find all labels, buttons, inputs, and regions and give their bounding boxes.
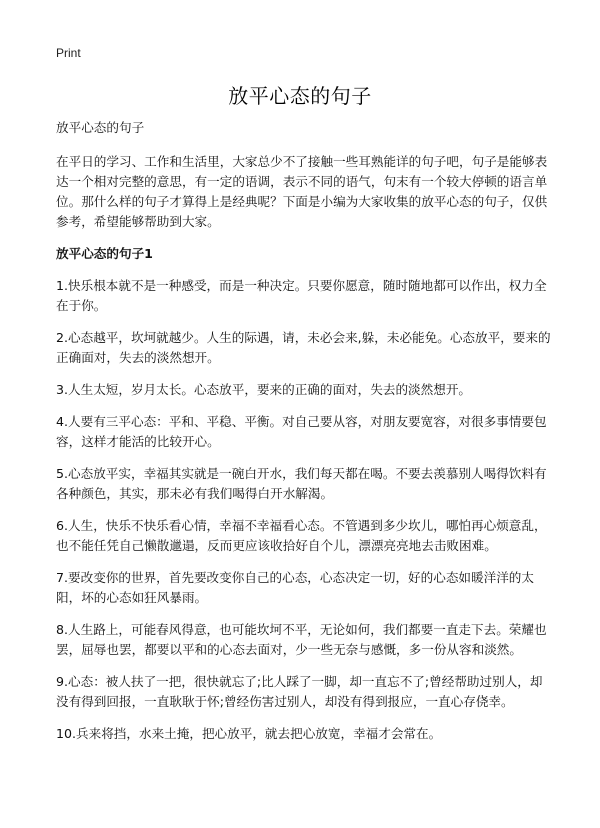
print-label: Print [56,46,81,60]
page-title: 放平心态的句子 [228,84,372,108]
list-item: 9.心态：被人扶了一把，很快就忘了;比人踩了一脚，却一直忘不了;曾经帮助过别人，却没有得到回报，一直耿耿于怀;曾经伤害过别人，却没有得到报应，一直心存侥幸。 [56,674,543,709]
list-item: 6.人生，快乐不快乐看心情，幸福不幸福看心态。不管遇到多少坎儿，哪怕再心烦意乱，也不能任凭自己懒散邋遢，反而更应该收拾好自个儿，漂漂亮亮地去击败困难。 [56,518,547,553]
list-item: 10.兵来将挡，水来土掩，把心放平，就去把心放宽，幸福才会常在。 [56,726,442,741]
list-item: 3.人生太短，岁月太长。心态放平，要来的正确的面对，失去的淡然想开。 [56,382,472,397]
list-item: 1.快乐根本就不是一种感受，而是一种决定。只要你愿意，随时随地都可以作出，权力全在于你。 [56,278,547,313]
list-item: 4.人要有三平心态：平和、平稳、平衡。对自己要从容，对朋友要宽容，对很多事情要包容，这样才能活的比较开心。 [56,414,547,449]
intro-paragraph: 在平日的学习、工作和生活里，大家总少不了接触一些耳熟能详的句子吧，句子是能够表达一个相对完整的意思，有一定的语调，表示不同的语气，句末有一个较大停顿的语言单位。那什么样的句子才算得上是经典呢？下面是小编为大家收集的放平心态的句子，仅供参考，希望能够帮助到大家。 [56,154,548,229]
document-subtitle: 放平心态的句子 [56,120,145,135]
list-item: 2.心态越平，坎坷就越少。人生的际遇，请，未必会来,躲，未必能免。心态放平，要来的正确面对，失去的淡然想开。 [56,330,551,365]
list-item: 7.要改变你的世界，首先要改变你自己的心态，心态决定一切，好的心态如暖洋洋的太阳，坏的心态如狂风暴雨。 [56,570,534,605]
list-item: 5.心态放平实，幸福其实就是一碗白开水，我们每天都在喝。不要去羡慕别人喝得饮料有各种颜色，其实，那未必有我们喝得白开水解渴。 [56,466,547,501]
section-heading: 放平心态的句子1 [56,246,153,261]
list-item: 8.人生路上，可能春风得意，也可能坎坷不平，无论如何，我们都要一直走下去。荣耀也罢，屈辱也罢，都要以平和的心态去面对，少一些无奈与感慨，多一份从容和淡然。 [56,622,547,657]
document-body [56,118,552,756]
